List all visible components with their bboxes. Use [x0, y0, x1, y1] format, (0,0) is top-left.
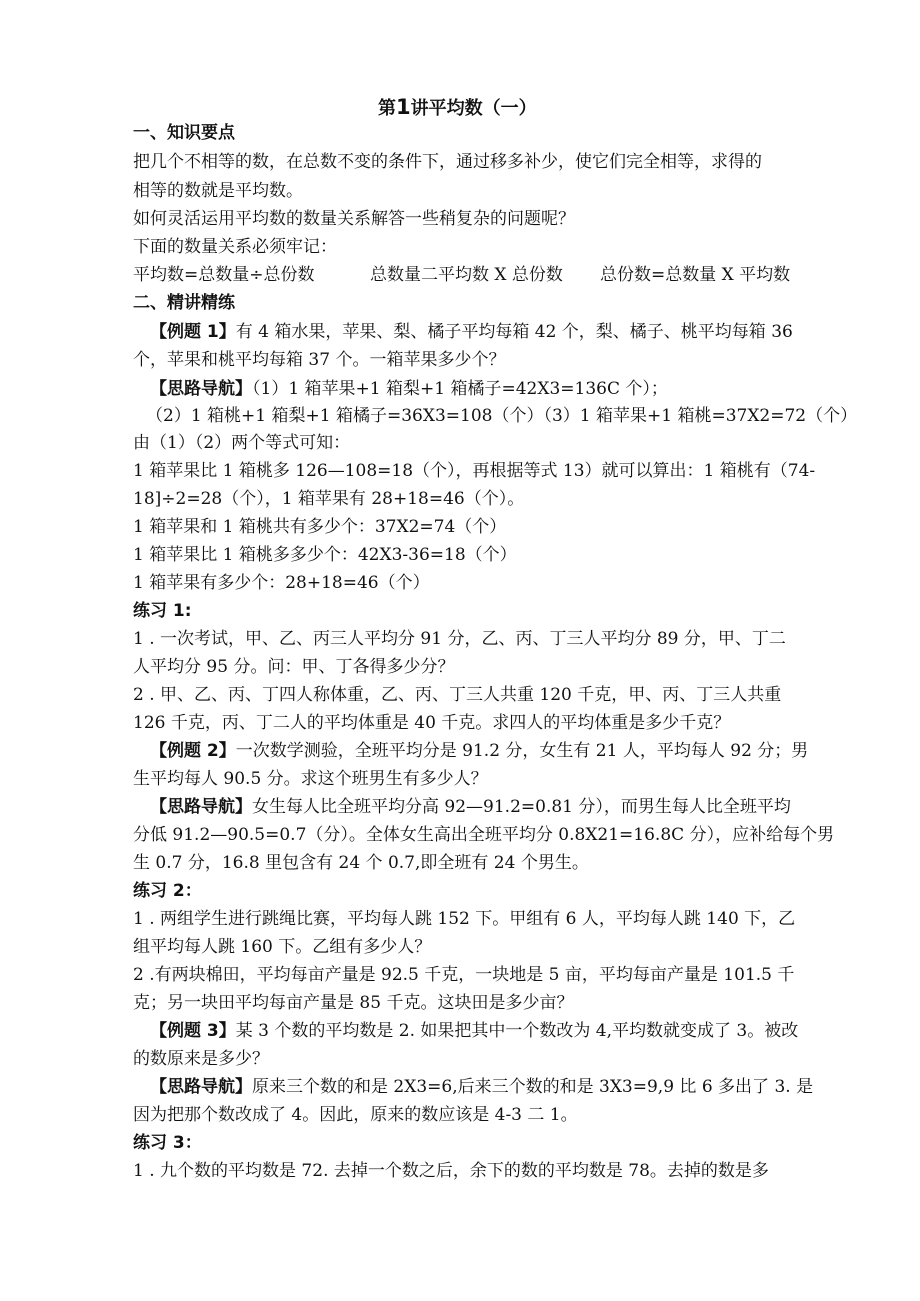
nav-1-line-1 [150, 381, 668, 398]
formula-count: 总份数=总数量 X 平均数 [600, 265, 791, 285]
example-2-line-1 [150, 743, 808, 760]
practice-1-q2-line-1: 2 . 甲、乙、丙、丁四人称体重，乙、丙、丁三人共重 120 千克，甲、丙、丁三人共重 [133, 685, 782, 705]
example-3-label: 【例题 3】 [150, 1021, 236, 1041]
example-3-line-1 [150, 1023, 798, 1040]
example-3-line-2: 的数原来是多少？ [133, 1049, 269, 1069]
practice-1-q1-line-1: 1 . 一次考试，甲、乙、丙三人平均分 91 分，乙、丙、丁三人平均分 89 分，甲、丁二 [133, 629, 786, 649]
practice-2-q2-line-2: 克；另一块田平均每亩产量是 85 千克。这块田是多少亩？ [133, 993, 574, 1013]
section-heading-practice: 二、精讲精练 [133, 293, 235, 313]
nav-1-line-2: （2）1 箱桃+1 箱梨+1 箱橘子=36X3=108（个）（3）1 箱苹果+1 箱桃=37X2=72（个） [146, 406, 858, 426]
example-1-line-1 [150, 324, 793, 341]
example-2-label: 【例题 2】 [150, 741, 236, 761]
practice-3-heading: 练习 3： [133, 1133, 202, 1153]
nav-1-line-4: 1 箱苹果比 1 箱桃多 126—108=18（个），再根据等式 13）就可以算出：1 箱桃有（74- [133, 461, 816, 481]
title-prefix: 第 [378, 98, 396, 119]
nav-2-text-1: 女生每人比全班平均分高 92—91.2=0.81 分），而男生每人比全班平均 [252, 797, 791, 817]
nav-3-line-2: 因为把那个数改成了 4。因此，原来的数应该是 4-3 二 1。 [133, 1105, 578, 1125]
nav-1-line-8: 1 箱苹果有多少个：28+18=46（个） [133, 573, 430, 593]
paragraph-remember: 下面的数量关系必须牢记： [133, 237, 337, 257]
practice-2-q1-line-1: 1 . 两组学生进行跳绳比赛，平均每人跳 152 下。甲组有 6 人，平均每人跳 140 下，乙 [133, 909, 796, 929]
nav-1-label: 【思路导航】 [150, 379, 252, 399]
nav-1-line-3: 由（1）（2）两个等式可知： [133, 433, 351, 453]
example-3-text-1: 某 3 个数的平均数是 2. 如果把其中一个数改为 4,平均数就变成了 3。被改 [235, 1021, 799, 1041]
title-rest: 讲平均数（一） [410, 98, 537, 119]
paragraph-definition-2: 相等的数就是平均数。 [133, 181, 303, 201]
nav-1-line-5: 18]÷2=28（个），1 箱苹果有 28+18=46（个）。 [133, 489, 525, 509]
nav-2-label: 【思路导航】 [150, 797, 252, 817]
nav-3-text-1: 原来三个数的和是 2X3=6,后来三个数的和是 3X3=9,9 比 6 多出了 3. 是 [252, 1077, 814, 1097]
example-1-text-1: 有 4 箱水果，苹果、梨、橘子平均每箱 42 个，梨、橘子、桃平均每箱 36 [235, 322, 793, 342]
practice-2-q1-line-2: 组平均每人跳 160 下。乙组有多少人？ [133, 937, 432, 957]
nav-2-line-3: 生 0.7 分，16.8 里包含有 24 个 0.7,即全班有 24 个男生。 [133, 853, 589, 873]
example-1-line-2: 个，苹果和桃平均每箱 37 个。一箱苹果多少个？ [133, 350, 506, 370]
page-title [378, 97, 537, 118]
nav-1-line-7: 1 箱苹果比 1 箱桃多多少个：42X3-36=18（个） [133, 545, 517, 565]
section-heading-knowledge: 一、知识要点 [133, 123, 235, 143]
nav-2-line-2: 分低 91.2—90.5=0.7（分）。全体女生高出全班平均分 0.8X21=16.8C 分），应补给每个男 [133, 825, 835, 845]
practice-2-heading: 练习 2： [133, 881, 202, 901]
practice-1-q1-line-2: 人平均分 95 分。问：甲、丁各得多少分？ [133, 657, 455, 677]
nav-1-text-1: （1）1 箱苹果+1 箱梨+1 箱橘子=42X3=136C 个）； [252, 379, 668, 399]
example-1-label: 【例题 1】 [150, 322, 236, 342]
title-number: 1 [396, 95, 411, 119]
practice-2-q2-line-1: 2 .有两块棉田，平均每亩产量是 92.5 千克，一块地是 5 亩，平均每亩产量是 101.5 千 [133, 965, 795, 985]
paragraph-question: 如何灵活运用平均数的数量关系解答一些稍复杂的问题呢？ [133, 209, 575, 229]
nav-3-line-1 [150, 1079, 813, 1096]
formula-average: 平均数=总数量÷总份数 [133, 265, 315, 285]
practice-3-q1-line-1: 1 . 九个数的平均数是 72. 去掉一个数之后，余下的数的平均数是 78。去掉的数是多 [133, 1161, 769, 1181]
practice-1-q2-line-2: 126 千克，丙、丁二人的平均体重是 40 千克。求四人的平均体重是多少千克？ [133, 713, 731, 733]
nav-2-line-1 [150, 799, 791, 816]
nav-3-label: 【思路导航】 [150, 1077, 252, 1097]
nav-1-line-6: 1 箱苹果和 1 箱桃共有多少个：37X2=74（个） [133, 517, 507, 537]
example-2-text-1: 一次数学测验，全班平均分是 91.2 分，女生有 21 人，平均每人 92 分；男 [235, 741, 809, 761]
example-2-line-2: 生平均每人 90.5 分。求这个班男生有多少人？ [133, 769, 488, 789]
formula-total: 总数量二平均数 X 总份数 [370, 265, 563, 285]
paragraph-definition-1: 把几个不相等的数，在总数不变的条件下，通过移多补少，使它们完全相等，求得的 [133, 152, 762, 172]
practice-1-heading: 练习 1: [133, 601, 192, 621]
